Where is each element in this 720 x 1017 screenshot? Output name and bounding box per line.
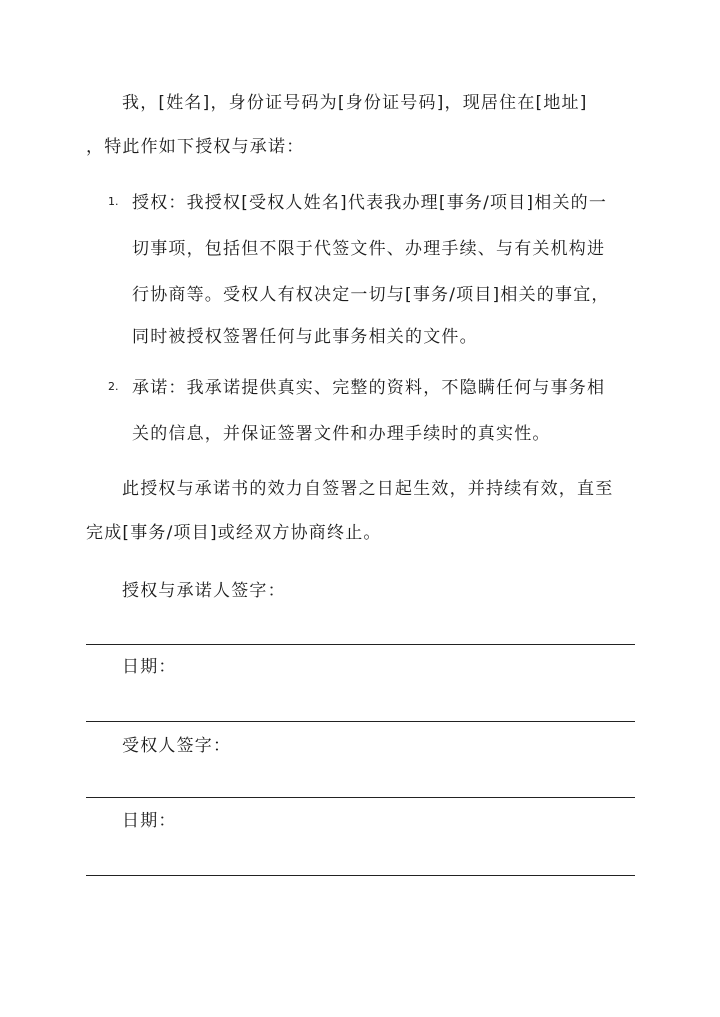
list-item-number: 2. [108, 380, 119, 393]
intro-line-1: 我，[姓名]，身份证号码为[身份证号码]，现居住在[地址] [122, 93, 588, 113]
date-line[interactable] [86, 721, 635, 722]
authorization-line-4: 同时被授权签署任何与此事务相关的文件。 [132, 327, 478, 347]
grantor-signature-label: 授权与承诺人签字： [122, 581, 286, 601]
list-item-number: 1. [108, 195, 119, 208]
date-line[interactable] [86, 875, 635, 876]
grantee-signature-line[interactable] [86, 797, 635, 798]
validity-line-2: 完成[事务/项目]或经双方协商终止。 [86, 523, 382, 543]
date-label: 日期： [122, 657, 177, 677]
validity-line-1: 此授权与承诺书的效力自签署之日起生效，并持续有效，直至 [122, 479, 614, 499]
commitment-line-1: 承诺：我承诺提供真实、完整的资料，不隐瞒任何与事务相 [132, 378, 606, 398]
commitment-line-2: 关的信息，并保证签署文件和办理手续时的真实性。 [132, 424, 551, 444]
authorization-line-3: 行协商等。受权人有权决定一切与[事务/项目]相关的事宜， [132, 285, 610, 305]
grantee-signature-label: 受权人签字： [122, 736, 232, 756]
date-label: 日期： [122, 811, 177, 831]
signature-line[interactable] [86, 644, 635, 645]
authorization-line-1: 授权：我授权[受权人姓名]代表我办理[事务/项目]相关的一 [132, 193, 608, 213]
authorization-line-2: 切事项，包括但不限于代签文件、办理手续、与有关机构进 [132, 239, 606, 259]
intro-line-2: ，特此作如下授权与承诺： [86, 137, 305, 157]
